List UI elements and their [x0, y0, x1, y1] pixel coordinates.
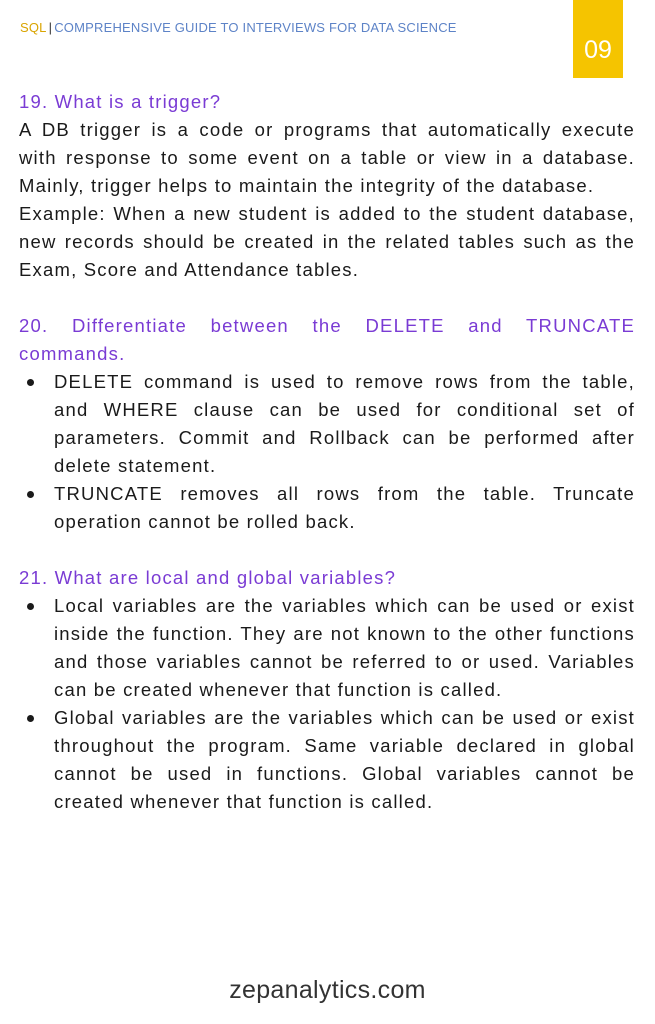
answer-19-paragraph: A DB trigger is a code or programs that automatically execute with response to some event on a table or view in a database. Mainly, trigger helps to maintain the integrity of the database.	[19, 119, 635, 196]
guide-title: COMPREHENSIVE GUIDE TO INTERVIEWS FOR DATA SCIENCE	[54, 20, 457, 35]
list-item	[19, 368, 635, 480]
page-number-badge: 09	[573, 0, 623, 78]
bullet-icon	[27, 715, 34, 722]
list-item	[19, 592, 635, 704]
footer-site-link[interactable]: zepanalytics.com	[229, 976, 426, 1004]
question-20-heading: 20. Differentiate between the DELETE and TRUNCATE commands.	[19, 315, 635, 364]
answer-20-list	[19, 368, 635, 536]
section-spacer	[19, 284, 635, 312]
bullet-icon	[27, 379, 34, 386]
list-item-text: TRUNCATE removes all rows from the table. Truncate operation cannot be rolled back.	[54, 483, 635, 532]
bullet-icon	[27, 491, 34, 498]
bullet-icon	[27, 603, 34, 610]
page-header	[20, 20, 457, 35]
list-item-text: DELETE command is used to remove rows from the table, and WHERE clause can be used for conditional set of parameters. Commit and Rollback can be performed after delete statement.	[54, 371, 635, 476]
question-19-heading: 19. What is a trigger?	[19, 91, 222, 112]
header-separator: |	[48, 20, 53, 35]
section-spacer	[19, 536, 635, 564]
answer-19-example: Example: When a new student is added to the student database, new records should be created in the related tables such as the Exam, Score and Attendance tables.	[19, 203, 635, 280]
answer-21-list	[19, 592, 635, 816]
sql-label: SQL	[20, 20, 47, 35]
question-21-heading: 21. What are local and global variables?	[19, 567, 397, 588]
list-item	[19, 480, 635, 536]
list-item-text: Global variables are the variables which can be used or exist throughout the program. Same variable declared in global cannot be used in functions. Global variables cannot be created whenever that function is called.	[54, 707, 635, 812]
list-item-text: Local variables are the variables which can be used or exist inside the function. They are not known to the other functions and those variables cannot be referred to or used. Variables can be created whenever that function is called.	[54, 595, 635, 700]
list-item	[19, 704, 635, 816]
main-content	[19, 88, 635, 816]
